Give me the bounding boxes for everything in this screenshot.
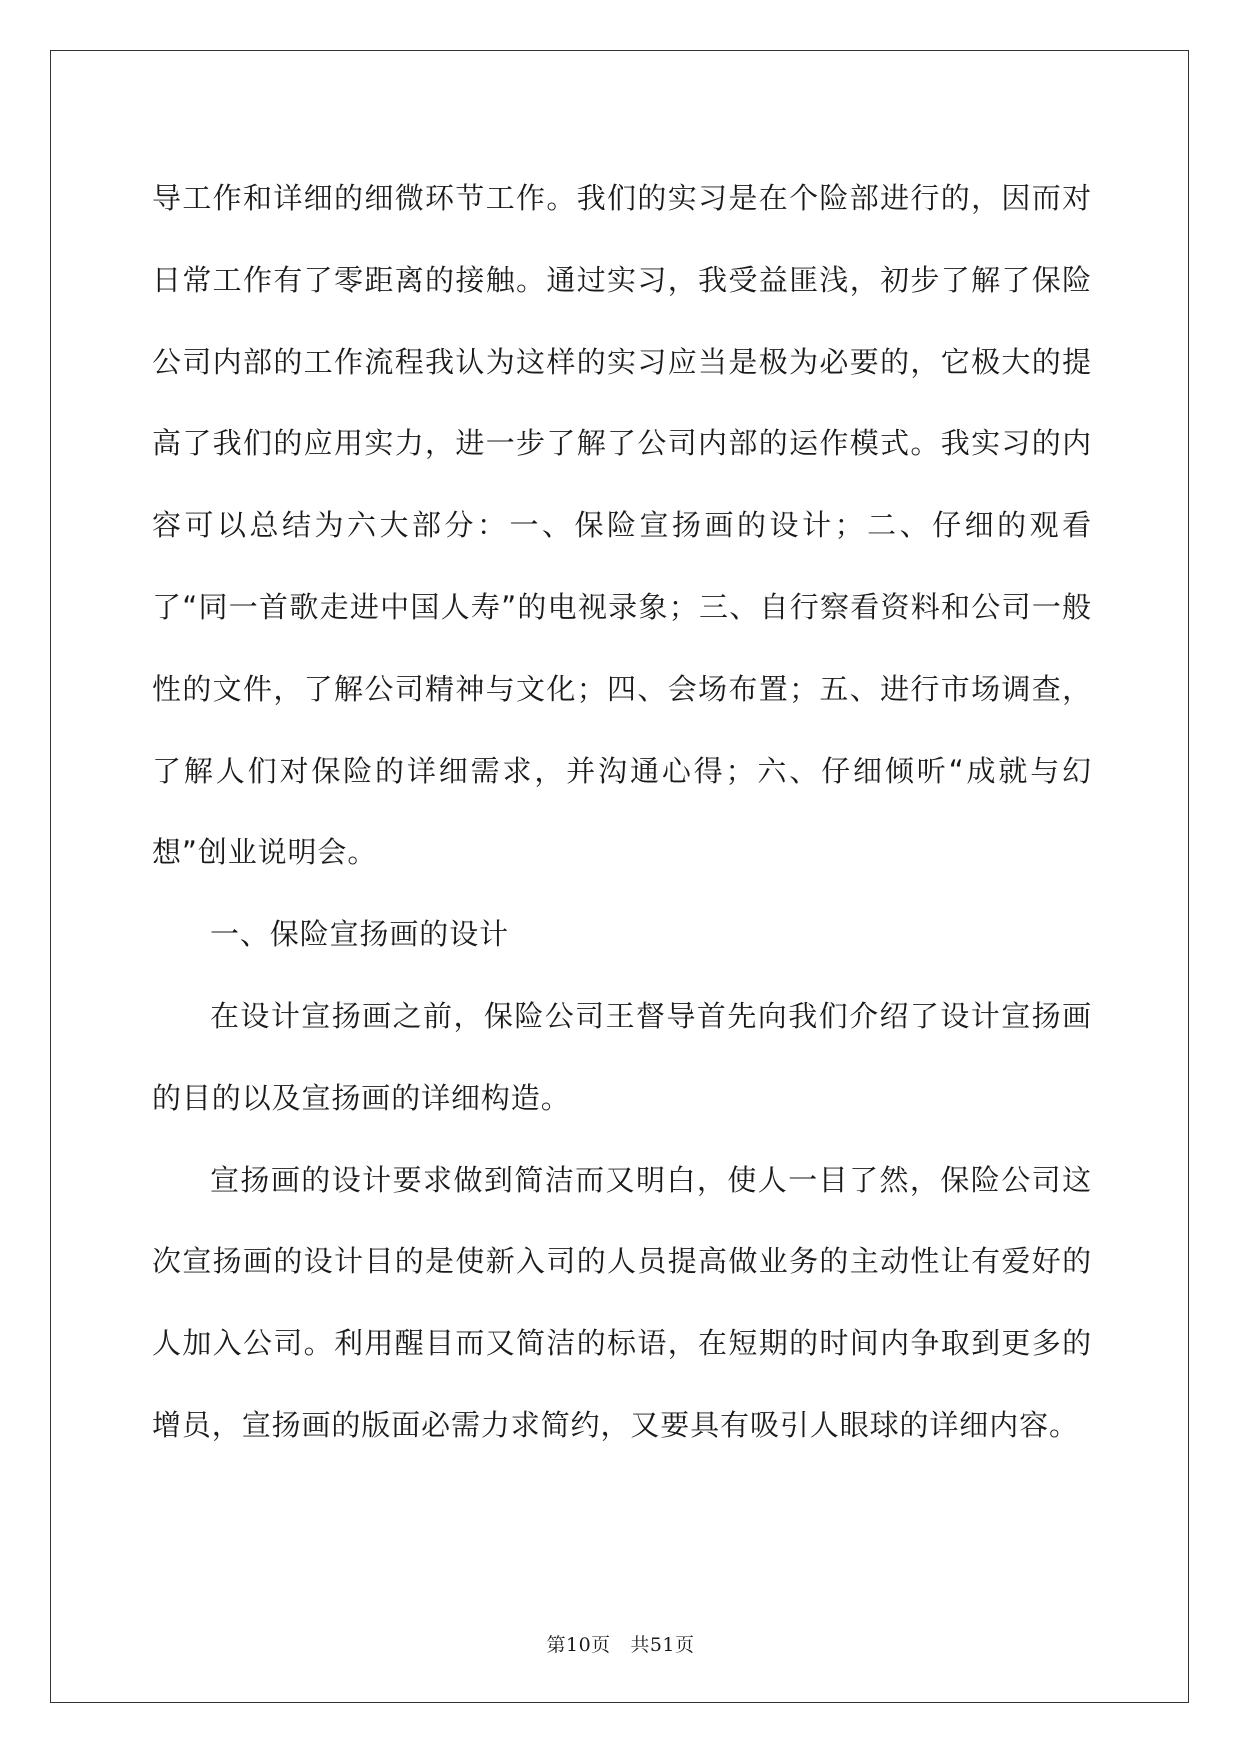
paragraph-design-requirements: 宣扬画的设计要求做到简洁而又明白，使人一目了然，保险公司这次宣扬画的设计目的是使新入司的人员提高做业务的主动性让有爱好的人加入公司。利用醒目而又简洁的标语，在短期的时间内争取到更多的增员，宣扬画的版面必需力求简约，又要具有吸引人眼球的详细内容。: [152, 1162, 1092, 1442]
total-label-prefix: 共: [630, 1634, 650, 1656]
total-pages: 51: [649, 1634, 676, 1656]
page-number: 10: [565, 1634, 592, 1656]
paragraph-intro: 导工作和详细的细微环节工作。我们的实习是在个险部进行的，因而对日常工作有了零距离的接触。通过实习，我受益匪浅，初步了解了保险公司内部的工作流程我认为这样的实习应当是极为必要的，它极大的提高了我们的应用实力，进一步了解了公司内部的运作模式。我实习的内容可以总结为六大部分：一、保险宣扬画的设计；二、仔细的观看了“同一首歌走进中国人寿”的电视录象；三、自行察看资料和公司一般性的文件，了解公司精神与文化；四、会场布置；五、进行市场调查，了解人们对保险的详细需求，并沟通心得；六、仔细倾听“成就与幻想”创业说明会。: [152, 181, 1092, 870]
document-body: [152, 158, 1092, 1467]
paragraph-design-intro: 在设计宣扬画之前，保险公司王督导首先向我们介绍了设计宣扬画的目的以及宣扬画的详细构造。: [152, 998, 1092, 1115]
section-heading: 一、保险宣扬画的设计: [210, 917, 510, 952]
total-label-suffix: 页: [675, 1634, 695, 1656]
page-label-suffix: 页: [591, 1634, 611, 1656]
page-label-prefix: 第: [546, 1634, 566, 1656]
page-footer: [0, 1630, 1241, 1657]
